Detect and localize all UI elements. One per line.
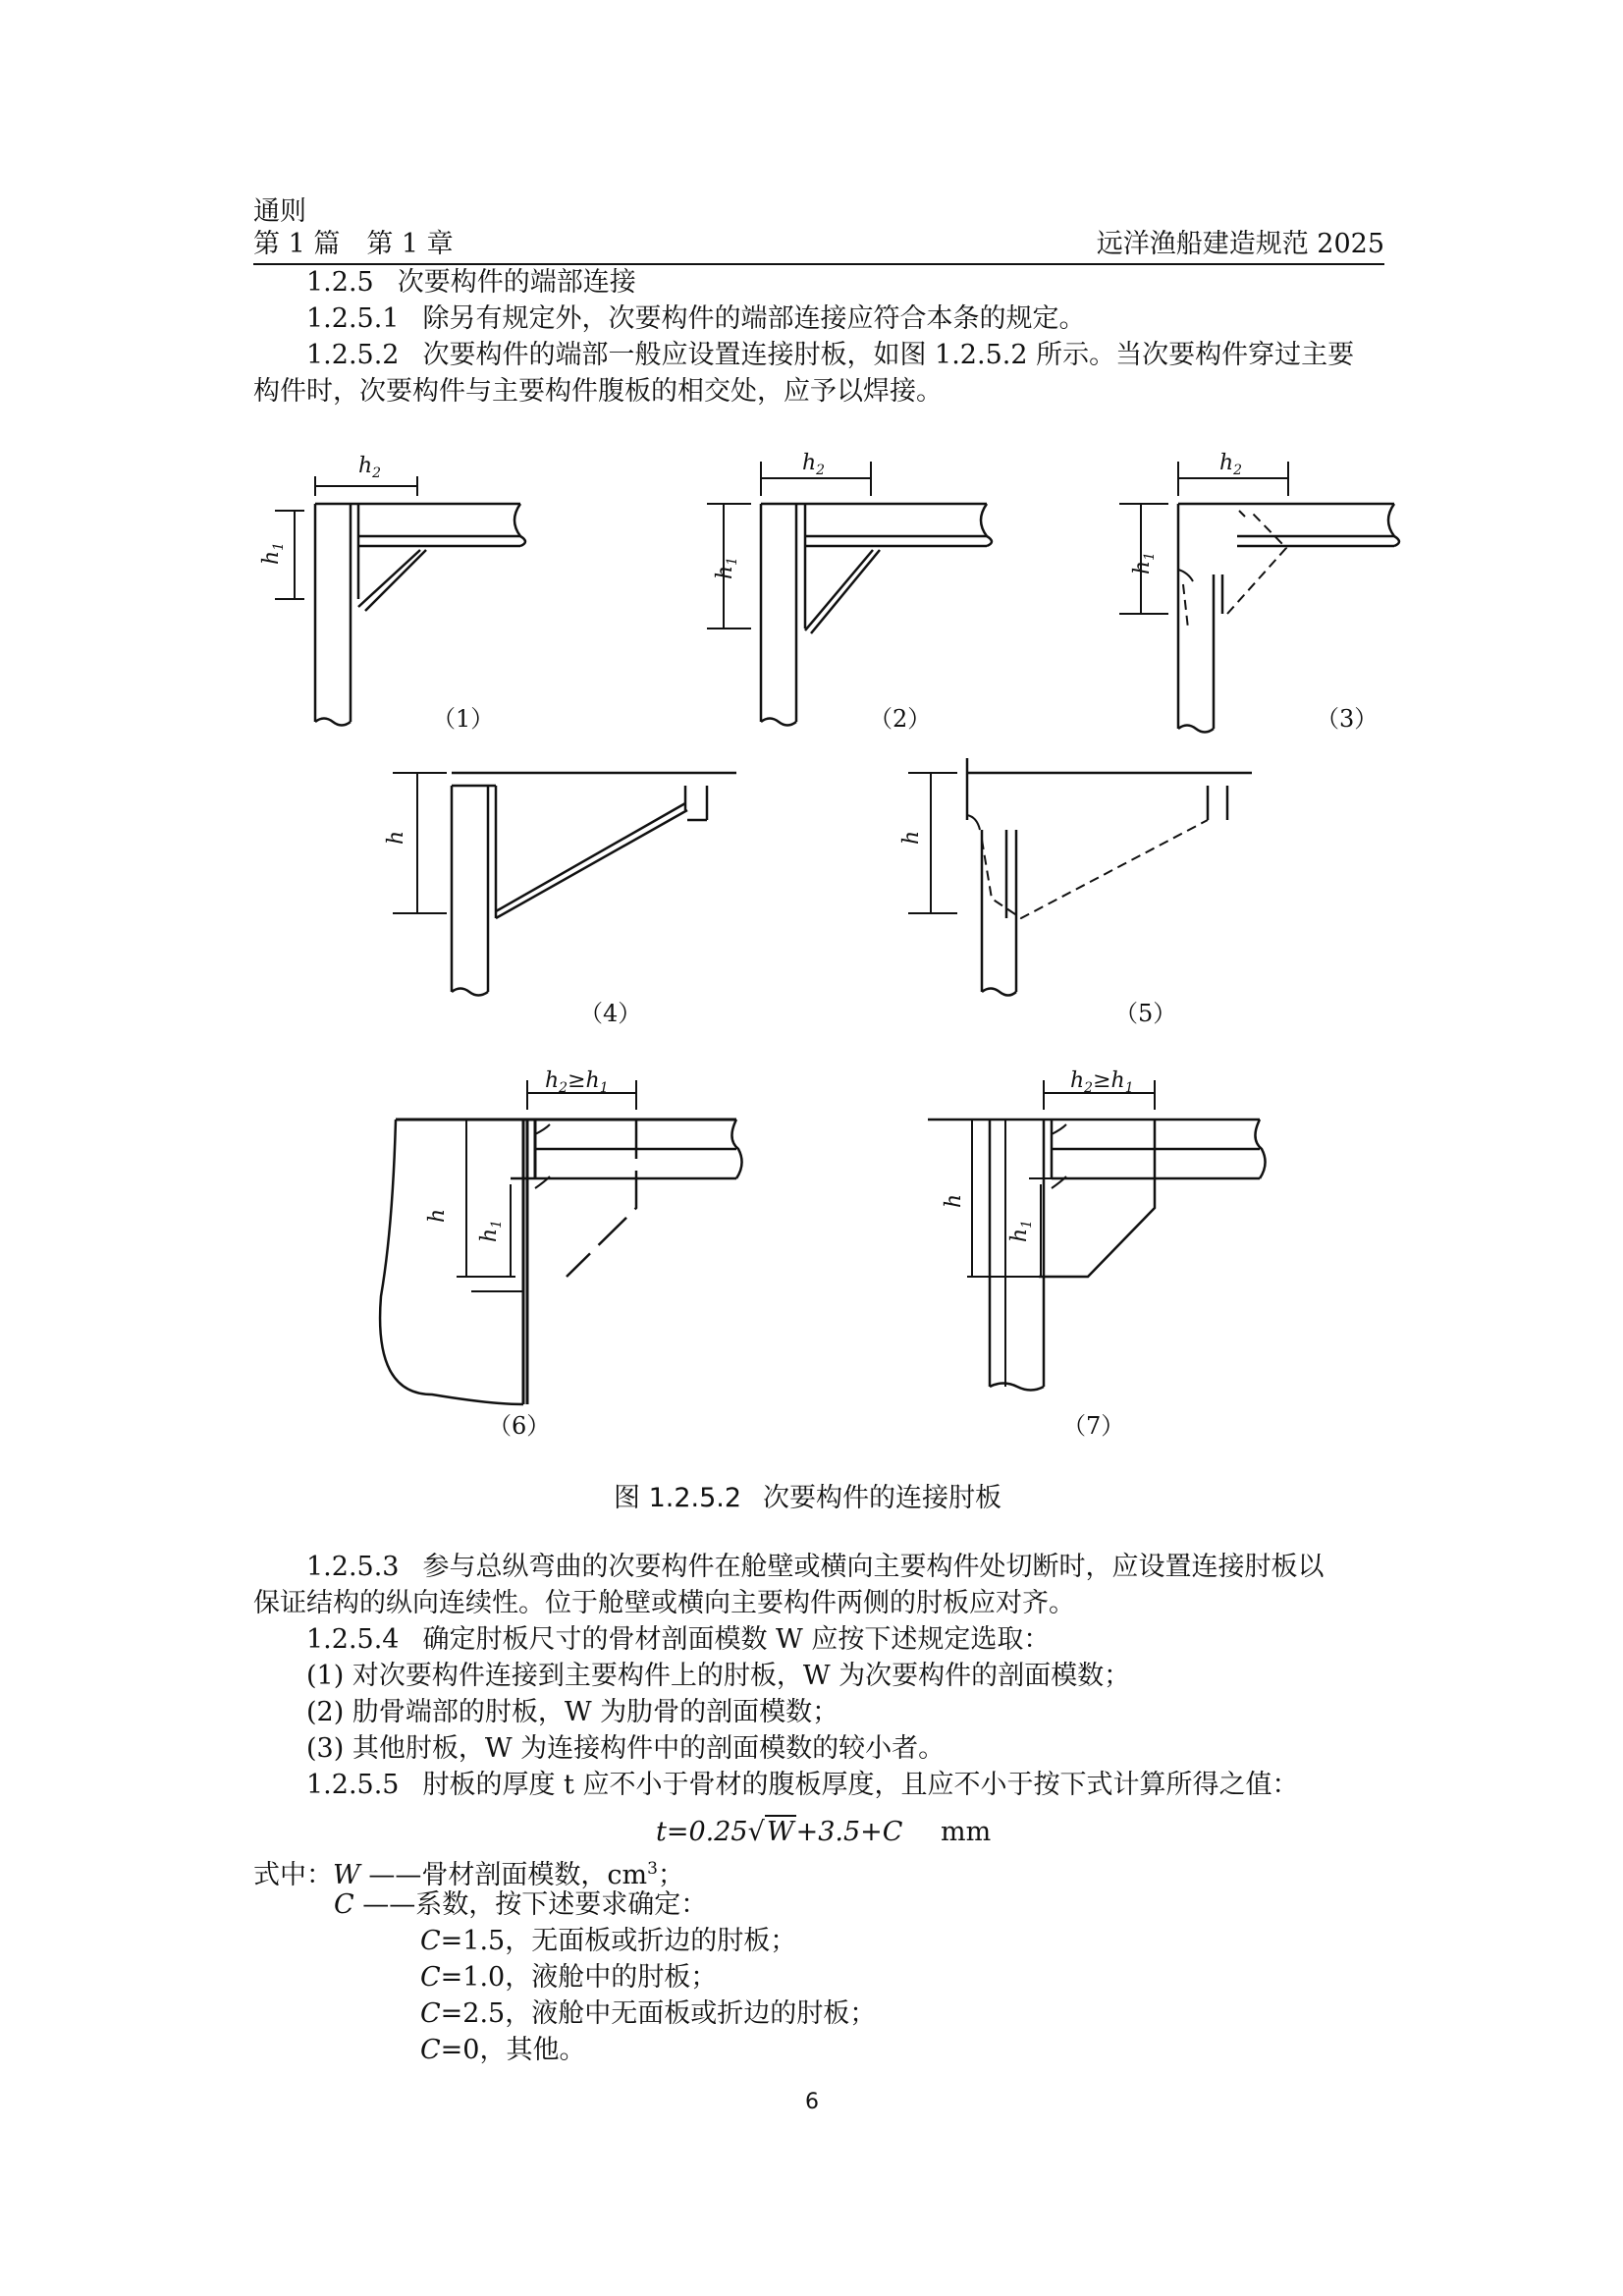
dim-h1-label: $h_1$ <box>713 556 740 579</box>
para-text: 肘板的厚度 t 应不小于骨材的腹板厚度，且应不小于按下式计算所得之值： <box>422 1770 1299 1800</box>
formula-unit: mm <box>941 1817 992 1847</box>
c-value-item: C=1.5，无面板或折边的肘板； <box>420 1926 797 1956</box>
where-w-sup: 3 <box>647 1859 658 1879</box>
para-text: 确定肘板尺寸的骨材剖面模数 W 应按下述规定选取： <box>422 1624 1051 1655</box>
dim-h2-label: $h_2$ <box>358 454 382 481</box>
paragraph-1-2-5-1 <box>306 301 1085 337</box>
thickness-formula <box>656 1815 902 1850</box>
list-item: (2) 肋骨端部的肘板，W 为肋骨的剖面模数； <box>306 1697 839 1727</box>
where-c-line <box>334 1887 707 1923</box>
paragraph-1-2-5-4 <box>306 1622 1050 1658</box>
bracket-diagram-1 <box>259 454 525 726</box>
para-number: 1.2.5.3 <box>306 1552 400 1582</box>
dim-h-label: h <box>384 830 408 845</box>
para-text-line1: 次要构件的端部一般应设置连接肘板，如图 1.2.5.2 所示。当次要构件穿过主要 <box>422 340 1355 370</box>
formula-radicand: W <box>766 1817 794 1847</box>
dim-h1-label: $h_1$ <box>259 541 287 565</box>
para-number: 1.2.5.2 <box>306 340 400 370</box>
c-value-item: C=2.5，液舱中无面板或折边的肘板； <box>420 1998 877 2029</box>
where-c-symbol: C <box>334 1889 354 1920</box>
paragraph-1-2-5-2 <box>306 338 1354 373</box>
dim-h1-label: $h_1$ <box>1007 1219 1035 1242</box>
c-value-item: C=0，其他。 <box>420 2035 586 2065</box>
dim-h-label: h <box>425 1208 450 1223</box>
subfigure-label-4: （4） <box>579 1000 642 1027</box>
para-number: 1.2.5.4 <box>306 1624 400 1655</box>
where-w-symbol: W <box>333 1860 360 1890</box>
header-top-label: 通则 <box>253 196 306 227</box>
bracket-diagram-6 <box>380 1068 741 1404</box>
subfigure-label-3: （3） <box>1316 705 1379 733</box>
page-number: 6 <box>805 2090 819 2114</box>
bracket-diagram-5 <box>899 758 1252 996</box>
bracket-diagram-4 <box>384 773 736 996</box>
subfigure-label-1: （1） <box>432 705 495 733</box>
paragraph-1-2-5-2-line2: 构件时，次要构件与主要构件腹板的相交处，应予以焊接。 <box>253 376 943 407</box>
header-right-label: 远洋渔船建造规范 2025 <box>1096 229 1384 259</box>
dim-h-label: h <box>942 1193 966 1208</box>
section-title: 次要构件的端部连接 <box>397 267 636 298</box>
dim-h2-ge-h1-label: $h_2\ge h_1$ <box>1070 1068 1134 1096</box>
dim-h2-ge-h1-label: $h_2\ge h_1$ <box>545 1068 609 1096</box>
section-heading <box>306 265 636 301</box>
figure-brackets <box>0 432 1623 1463</box>
subfigure-label-2: （2） <box>869 705 932 733</box>
where-c-desc: ——系数，按下述要求确定： <box>362 1889 708 1920</box>
bracket-diagram-3 <box>1119 451 1399 733</box>
dim-h1-label: $h_1$ <box>477 1219 505 1242</box>
paragraph-1-2-5-3 <box>306 1550 1324 1585</box>
figure-caption-number: 图 1.2.5.2 <box>614 1483 742 1513</box>
formula-rhs: +3.5+C <box>795 1817 903 1847</box>
para-number: 1.2.5.5 <box>306 1770 400 1800</box>
dim-h2-label: $h_2$ <box>802 451 826 478</box>
subfigure-label-7: （7） <box>1062 1412 1125 1440</box>
para-text-line1: 参与总纵弯曲的次要构件在舱壁或横向主要构件处切断时，应设置连接肘板以 <box>422 1552 1325 1582</box>
sqrt-sign: √ <box>747 1817 765 1847</box>
figure-caption-text: 次要构件的连接肘板 <box>763 1483 1002 1513</box>
dim-h1-label: $h_1$ <box>1130 551 1158 574</box>
para-number: 1.2.5.1 <box>306 303 400 334</box>
bracket-diagram-7 <box>928 1068 1266 1391</box>
paragraph-1-2-5-3-line2: 保证结构的纵向连续性。位于舱壁或横向主要构件两侧的肘板应对齐。 <box>253 1588 1075 1618</box>
figure-caption <box>614 1481 1001 1516</box>
subfigure-label-5: （5） <box>1114 1000 1177 1027</box>
paragraph-1-2-5-5 <box>306 1768 1298 1803</box>
where-w-end: ； <box>657 1860 684 1890</box>
para-text: 除另有规定外，次要构件的端部连接应符合本条的规定。 <box>422 303 1086 334</box>
list-item: (3) 其他肘板，W 为连接构件中的剖面模数的较小者。 <box>306 1733 946 1764</box>
section-number: 1.2.5 <box>306 267 374 298</box>
dim-h2-label: $h_2$ <box>1219 451 1243 478</box>
bracket-diagram-2 <box>707 451 992 726</box>
header-left-label: 第 1 篇 第 1 章 <box>253 229 454 259</box>
where-w-desc: ——骨材剖面模数，cm <box>368 1860 648 1890</box>
c-value-item: C=1.0，液舱中的肘板； <box>420 1962 718 1993</box>
dim-h-label: h <box>899 830 924 845</box>
where-intro: 式中： <box>253 1860 333 1890</box>
formula-lhs: t=0.25 <box>656 1817 748 1847</box>
list-item: (1) 对次要构件连接到主要构件上的肘板，W 为次要构件的剖面模数； <box>306 1661 1131 1691</box>
subfigure-label-6: （6） <box>488 1412 551 1440</box>
